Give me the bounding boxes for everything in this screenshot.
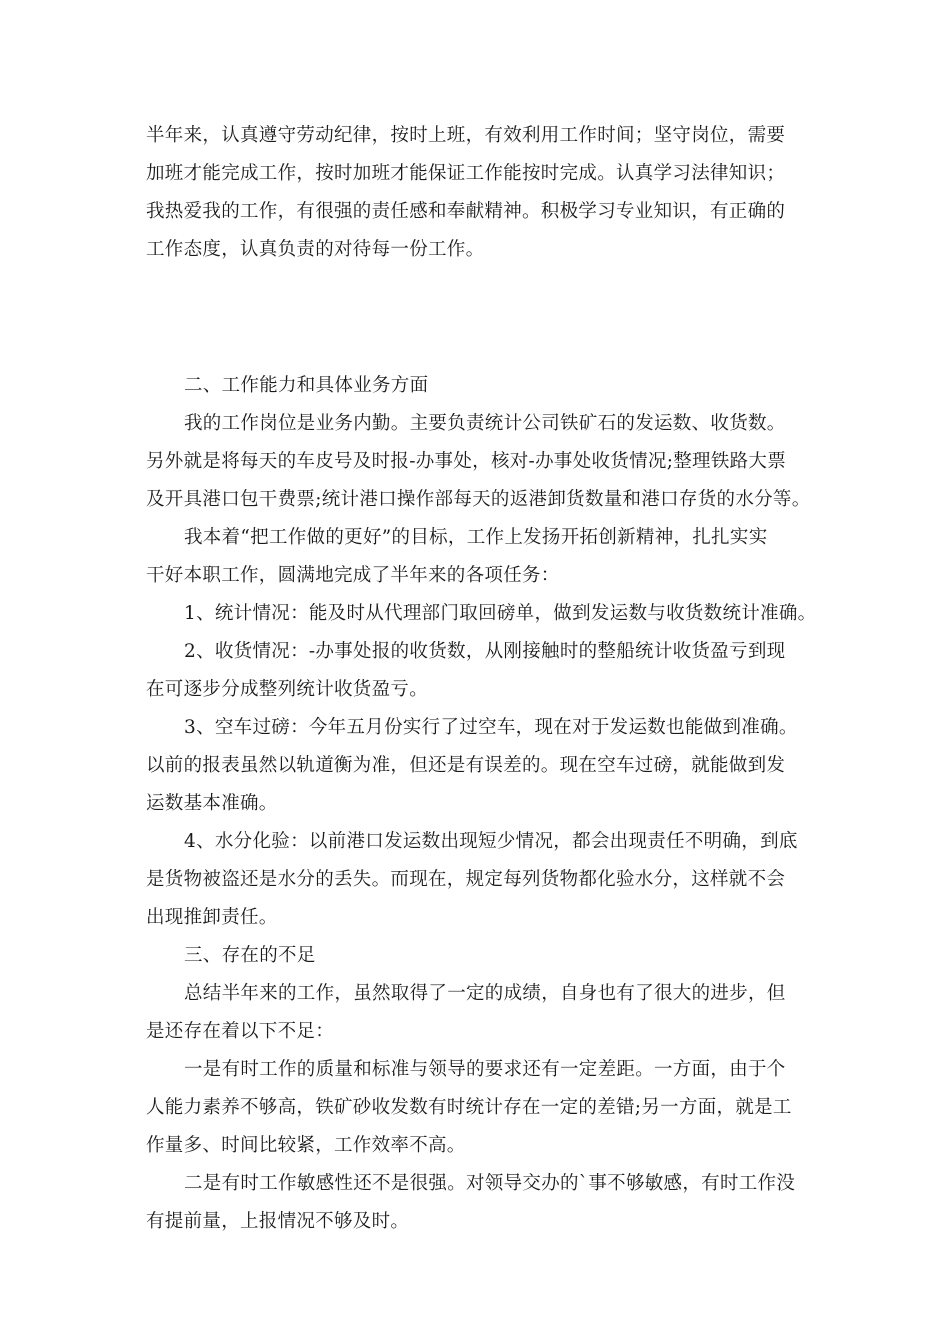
text-line: 我的工作岗位是业务内勤。主要负责统计公司铁矿石的发运数、收货数。 [184,413,786,434]
text-line: 一是有时工作的质量和标准与领导的要求还有一定差距。一方面，由于个 [184,1059,786,1080]
text-line: 运数基本准确。 [146,793,278,814]
text-line: 半年来，认真遵守劳动纪律，按时上班，有效利用工作时间；坚守岗位，需要 [146,125,786,146]
section3-paragraph-1 [146,975,826,1051]
text-line: 有提前量，上报情况不够及时。 [146,1211,410,1232]
section2-item-3 [146,709,826,823]
text-line: 及开具港口包干费票;统计港口操作部每天的返港卸货数量和港口存货的水分等。 [146,489,811,510]
text-line: 人能力素养不够高，铁矿砂收发数有时统计存在一定的差错;另一方面，就是工 [146,1097,792,1118]
text-line: 工作态度，认真负责的对待每一份工作。 [146,239,485,260]
section3-paragraph-2 [146,1051,826,1165]
main-content [146,367,826,1241]
text-line: 是货物被盗还是水分的丢失。而现在，规定每列货物都化验水分，这样就不会 [146,869,786,890]
section3-paragraph-3 [146,1165,826,1241]
text-line: 总结半年来的工作，虽然取得了一定的成绩，自身也有了很大的进步，但 [184,983,786,1004]
section2-paragraph-1 [146,405,826,519]
section2-item-2 [146,633,826,709]
text-line: 我本着“把工作做的更好”的目标，工作上发扬开拓创新精神，扎扎实实 [184,527,768,548]
section-heading-3: 三、存在的不足 [184,945,316,966]
text-line: 是还存在着以下不足： [146,1021,335,1042]
text-line: 我热爱我的工作，有很强的责任感和奉献精神。积极学习专业知识，有正确的 [146,201,786,222]
section2-paragraph-2 [146,519,826,595]
text-line: 2、收货情况：-办事处报的收货数，从刚接触时的整船统计收货盈亏到现 [184,641,786,662]
text-line: 在可逐步分成整列统计收货盈亏。 [146,679,429,700]
section2-item-4 [146,823,826,937]
text-line: 作量多、时间比较紧，工作效率不高。 [146,1135,466,1156]
text-line: 另外就是将每天的车皮号及时报-办事处，核对-办事处收货情况;整理铁路大票 [146,451,787,472]
text-line: 4、水分化验：以前港口发运数出现短少情况，都会出现责任不明确，到底 [184,831,798,852]
text-line: 出现推卸责任。 [146,907,278,928]
text-line: 干好本职工作，圆满地完成了半年来的各项任务： [146,565,560,586]
text-line: 1、统计情况：能及时从代理部门取回磅单，做到发运数与收货数统计准确。 [184,603,817,624]
section2-item-1 [146,595,826,633]
text-line: 3、空车过磅：今年五月份实行了过空车，现在对于发运数也能做到准确。 [184,717,798,738]
text-line: 加班才能完成工作，按时加班才能保证工作能按时完成。认真学习法律知识； [146,163,786,184]
text-line: 二是有时工作敏感性还不是很强。对领导交办的`事不够敏感，有时工作没 [184,1173,796,1194]
intro-paragraph [146,117,826,269]
section-heading-2: 二、工作能力和具体业务方面 [184,375,429,396]
text-line: 以前的报表虽然以轨道衡为准，但还是有误差的。现在空车过磅，就能做到发 [146,755,786,776]
